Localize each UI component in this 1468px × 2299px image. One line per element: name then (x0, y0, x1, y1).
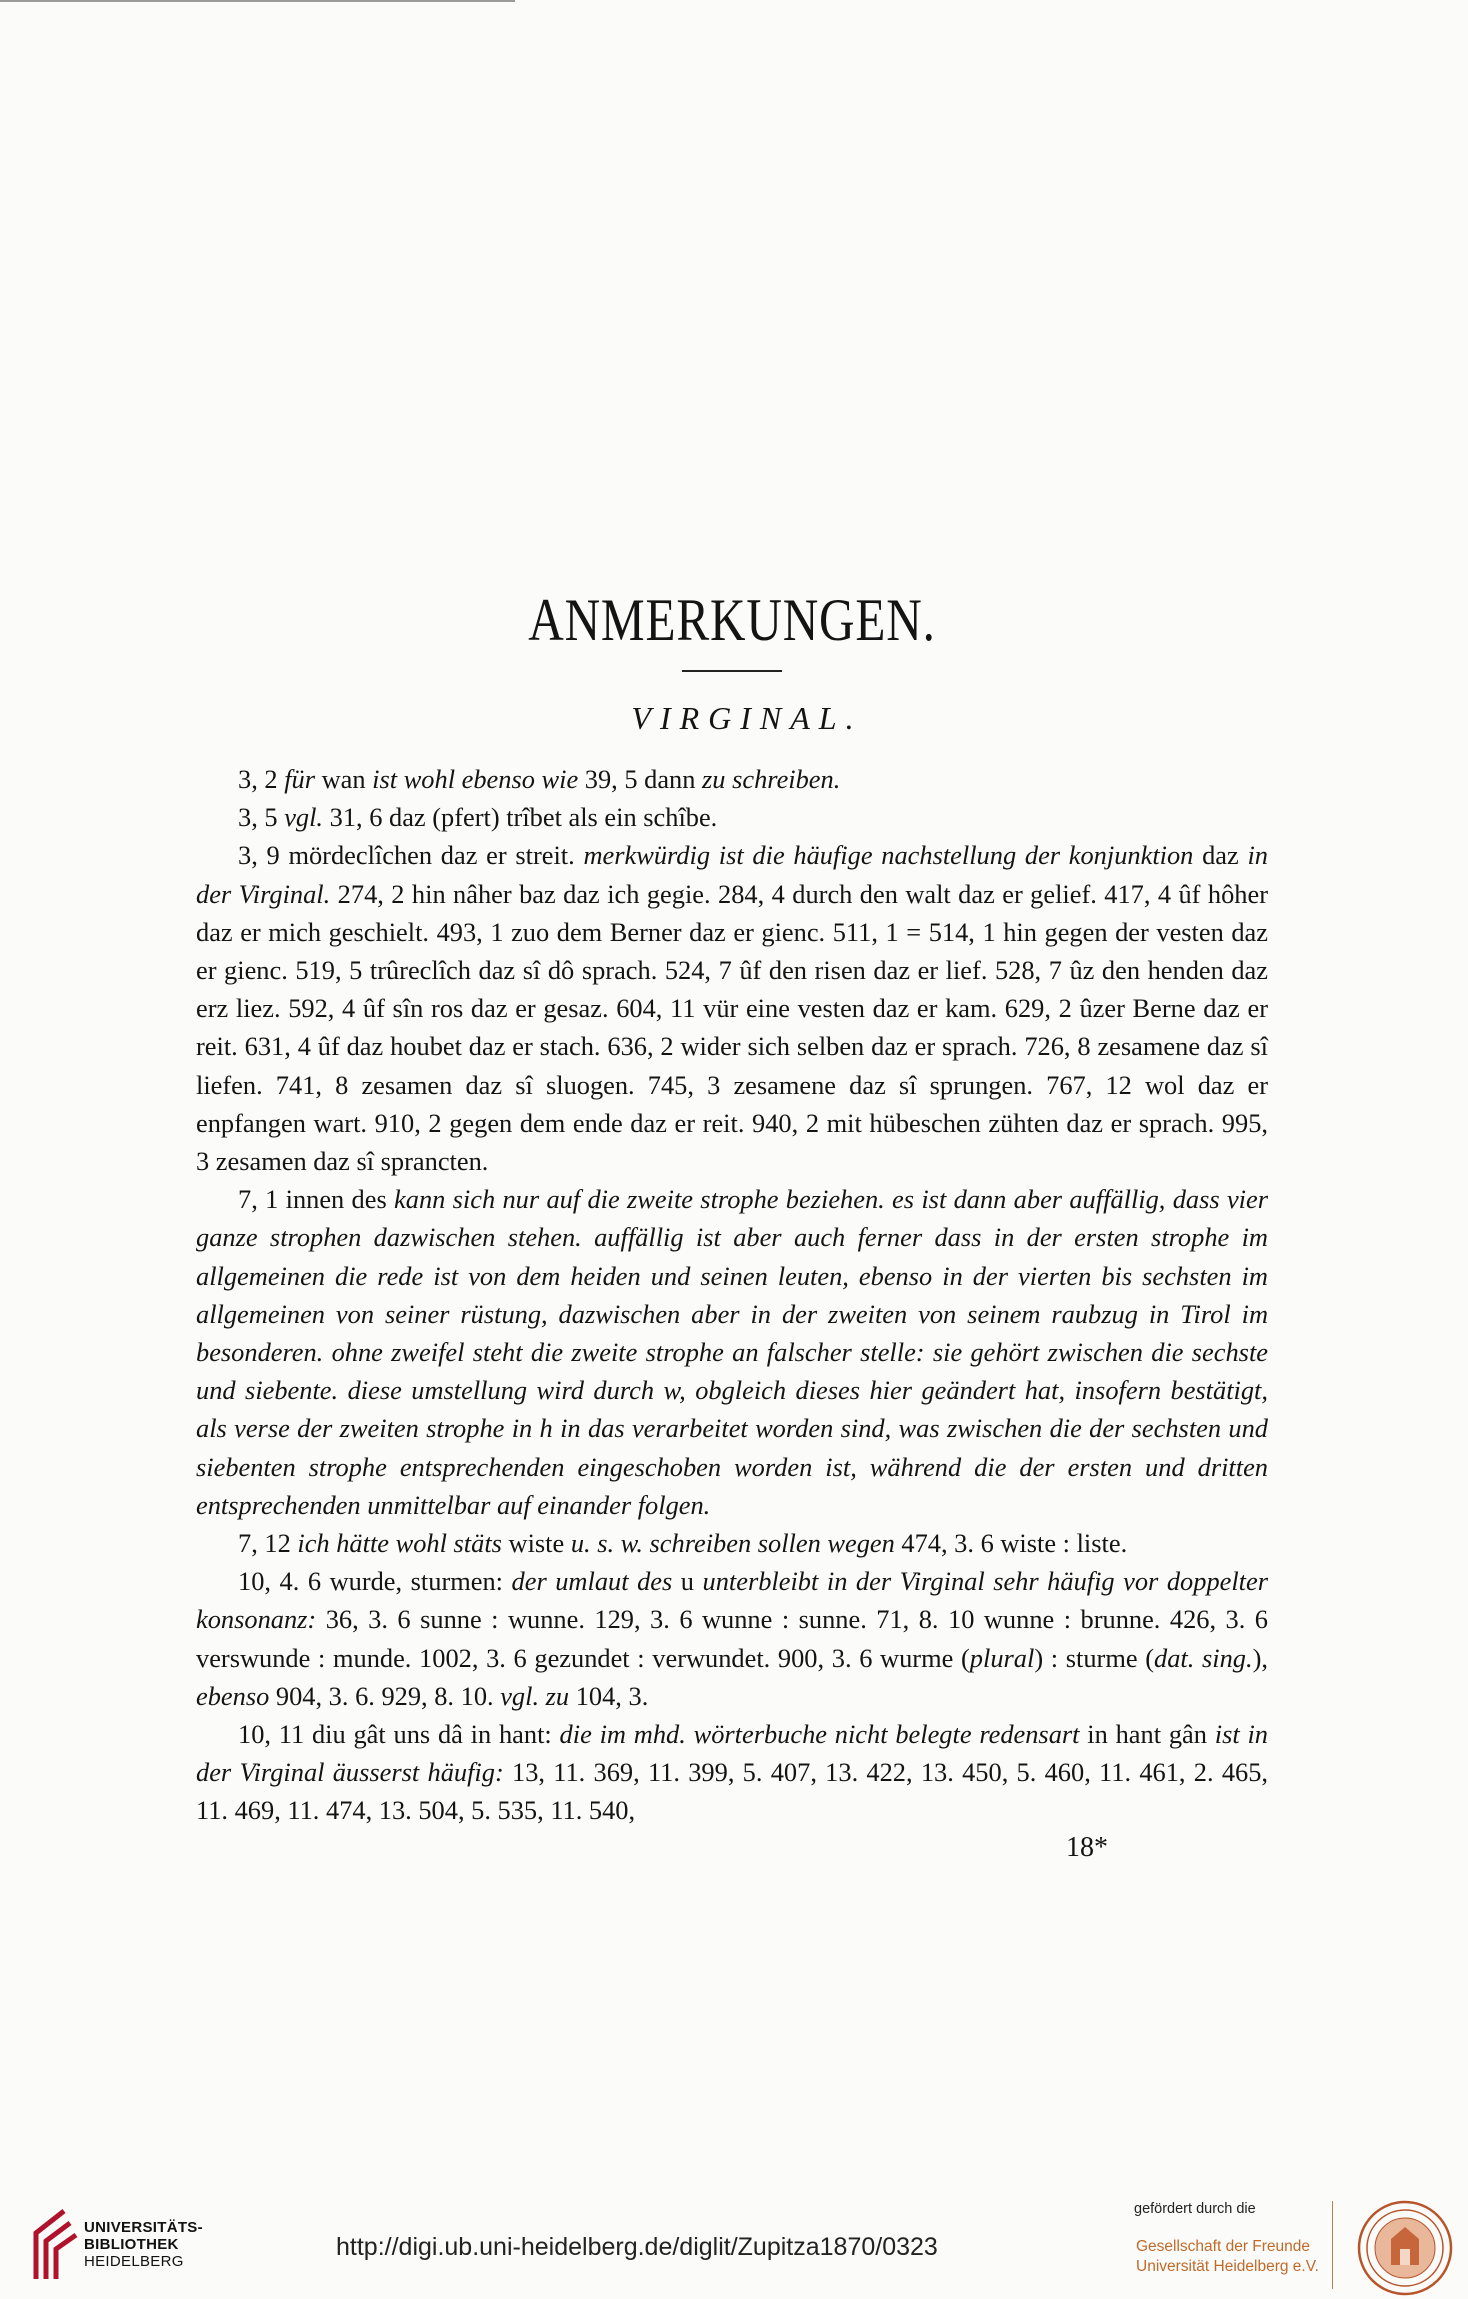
society-name (1136, 2237, 1319, 2277)
annotation-paragraph: 10, 4. 6 wurde, sturmen: der umlaut des u unterbleibt in der Virginal sehr häufig vor doppelter konsonanz: 36, 3. 6 sunne : wunne. 129, 3. 6 wunne : sunne. 71, 8. 10 wunne : brunne. 426, 3. 6 verswunde : munde. 1002, 3. 6 gezundet : verwundet. 900, 3. 6 wurme (plural) : sturme (dat. sing.), ebenso 904, 3. 6. 929, 8. 10. vgl. zu 104, 3. (196, 1566, 1268, 1711)
annotation-paragraph: 3, 2 für wan ist wohl ebenso wie 39, 5 dann zu schreiben. (238, 764, 841, 794)
permalink-url[interactable]: http://digi.ub.uni-heidelberg.de/diglit/Zupitza1870/0323 (336, 2233, 938, 2261)
heading-rule (682, 670, 782, 672)
footer-bar (0, 2193, 1468, 2299)
annotation-paragraph: 7, 12 ich hätte wohl stäts wiste u. s. w. schreiben sollen wegen 474, 3. 6 wiste : liste. (238, 1528, 1128, 1559)
signature-mark: 18* (1066, 1831, 1108, 1863)
annotation-paragraph: 7, 1 innen des kann sich nur auf die zweite strophe beziehen. es ist dann aber auffällig, dass vier ganze strophen dazwischen stehen. auffällig ist aber auch ferner dass in der ersten strophe im allgemeinen die rede ist von dem heiden und seinen leuten, ebenso in der vierten bis sechsten im allgemeinen von seiner rüstung, dazwischen aber in der zweiten von seinem raubzug in Tirol im besonderen. ohne zweifel steht die zweite strophe an falscher stelle: sie gehört zwischen die sechste und siebente. diese umstellung wird durch w, obgleich dieses hier geändert hat, insofern bestätigt, als verse der zweiten strophe in h in das verarbeitet worden sind, was zwischen die der sechsten und siebenten strophe entsprechenden eingeschoben worden ist, während die der ersten und dritten entsprechenden unmittelbar auf einander folgen. (196, 1184, 1268, 1520)
university-seal-icon (1356, 2199, 1454, 2297)
annotation-paragraphs (196, 760, 1268, 1830)
library-logo-icon (30, 2205, 80, 2281)
society-name-line2: Universität Heidelberg e.V. (1136, 2258, 1319, 2275)
library-name-line2: BIBLIOTHEK (84, 2236, 179, 2253)
library-name (84, 2219, 203, 2270)
section-title: VIRGINAL. (631, 700, 863, 736)
annotation-paragraph: 3, 5 vgl. 31, 6 daz (pfert) trîbet als ein schîbe. (238, 802, 718, 833)
top-border-line (0, 0, 515, 2)
library-name-line1: UNIVERSITÄTS- (84, 2219, 203, 2236)
society-name-line1: Gesellschaft der Freunde (1136, 2238, 1311, 2255)
library-name-line3: HEIDELBERG (84, 2253, 184, 2270)
page-heading: ANMERKUNGEN. (528, 587, 936, 653)
funded-by-text: gefördert durch die (1134, 2201, 1256, 2217)
page-content (196, 560, 1268, 1866)
annotation-paragraph: 10, 11 diu gât uns dâ in hant: die im mhd. wörterbuche nicht belegte redensart in hant gân ist in der Virginal äusserst häufig: 13, 11. 369, 11. 399, 5. 407, 13. 422, 13. 450, 5. 460, 11. 461, 2. 465, 11. 469, 11. 474, 13. 504, 5. 535, 11. 540, (196, 1719, 1268, 1826)
footer-divider (1332, 2201, 1333, 2289)
annotation-paragraph: 3, 9 mördeclîchen daz er streit. merkwürdig ist die häufige nachstellung der konjunktion daz in der Virginal. 274, 2 hin nâher baz daz ich gegie. 284, 4 durch den walt daz er gelief. 417, 4 ûf hôher daz er mich geschielt. 493, 1 zuo dem Berner daz er gienc. 511, 1 = 514, 1 hin gegen der vesten daz er gienc. 519, 5 trûreclîch daz sî dô sprach. 524, 7 ûf den risen daz er lief. 528, 7 ûz den henden daz erz liez. 592, 4 ûf sîn ros daz er gesaz. 604, 11 vür eine vesten daz er kam. 629, 2 ûzer Berne daz er reit. 631, 4 ûf daz houbet daz er stach. 636, 2 wider sich selben daz er sprach. 726, 8 zesamene daz sî liefen. 741, 8 zesamen daz sî sluogen. 745, 3 zesamene daz sî sprungen. 767, 12 wol daz er enpfangen wart. 910, 2 gegen dem ende daz er reit. 940, 2 mit hübeschen zühten daz er sprach. 995, 3 zesamen daz sî sprancten. (196, 840, 1268, 1177)
